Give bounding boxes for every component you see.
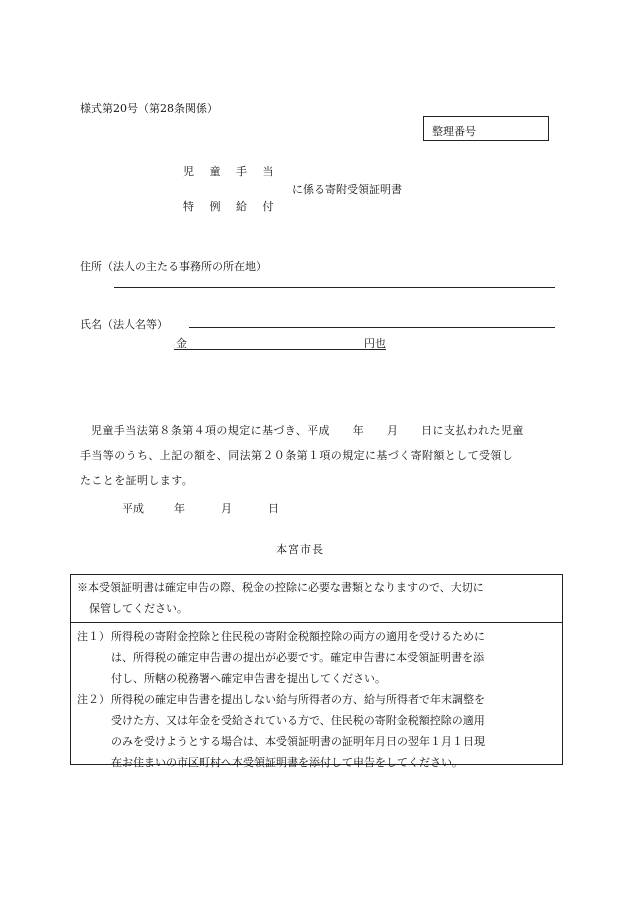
certification-line: 手当等のうち、上記の額を、同法第２０条第１項の規定に基づく寄附額として受領し xyxy=(80,449,514,462)
notes-box xyxy=(70,574,563,769)
issue-date[interactable] xyxy=(0,500,630,516)
note-item xyxy=(77,626,556,689)
reference-number-label: 整理番号 xyxy=(432,125,476,138)
note-line: のみを受けようとする場合は、本受領証明書の証明年月日の翌年１月１日現 xyxy=(111,735,485,748)
address-field[interactable] xyxy=(114,287,555,288)
date-day: 日 xyxy=(268,502,279,515)
note-item xyxy=(77,689,556,773)
document-title: に係る寄附受領証明書 xyxy=(292,183,402,196)
issuer: 本宮市長 xyxy=(276,543,324,556)
note-line: 在お住まいの市区町村へ本受領証明書を添付して申告をしてください。 xyxy=(111,756,463,769)
notice-line: 保管してください。 xyxy=(89,602,188,615)
name-field[interactable] xyxy=(189,327,555,328)
date-month: 月 xyxy=(221,502,232,515)
date-year: 年 xyxy=(174,502,185,515)
title-stack-line2: 特 例 給 付 xyxy=(183,200,280,213)
note-line: 付し、所轄の税務署へ確定申告書を提出してください。 xyxy=(111,672,386,685)
name-label: 氏名（法人名等） xyxy=(80,318,168,331)
notes-list xyxy=(71,623,562,773)
amount-field[interactable] xyxy=(174,335,386,350)
date-era: 平成 xyxy=(122,502,144,515)
notice xyxy=(71,575,562,622)
form-number: 様式第20号（第28条関係） xyxy=(80,102,218,115)
amount-suffix: 円也 xyxy=(364,337,386,350)
certification-text xyxy=(80,418,560,493)
certification-line: たことを証明します。 xyxy=(80,474,194,487)
note-marker: 注１） xyxy=(77,630,110,643)
note-line: 所得税の寄附金控除と住民税の寄附金税額控除の両方の適用を受けるために xyxy=(111,630,485,643)
notice-line: ※本受領証明書は確定申告の際、税金の控除に必要な書類となりますので、大切に xyxy=(77,581,484,594)
certification-line: 児童手当法第８条第４項の規定に基づき、平成 年 月 日に支払われた児童 xyxy=(91,424,524,437)
note-line: 所得税の確定申告書を提出しない給与所得者の方、給与所得者で年末調整を xyxy=(111,693,485,706)
amount-prefix: 金 xyxy=(176,337,187,350)
note-line: は、所得税の確定申告書の提出が必要です。確定申告書に本受領証明書を添 xyxy=(111,651,485,664)
title-stack-line1: 児 童 手 当 xyxy=(183,165,280,178)
reference-number-box[interactable] xyxy=(423,116,549,141)
note-line: 受けた方、又は年金を受給されている方で、住民税の寄附金税額控除の適用 xyxy=(111,714,485,727)
note-marker: 注２） xyxy=(77,693,110,706)
address-label: 住所（法人の主たる事務所の所在地） xyxy=(80,260,267,273)
